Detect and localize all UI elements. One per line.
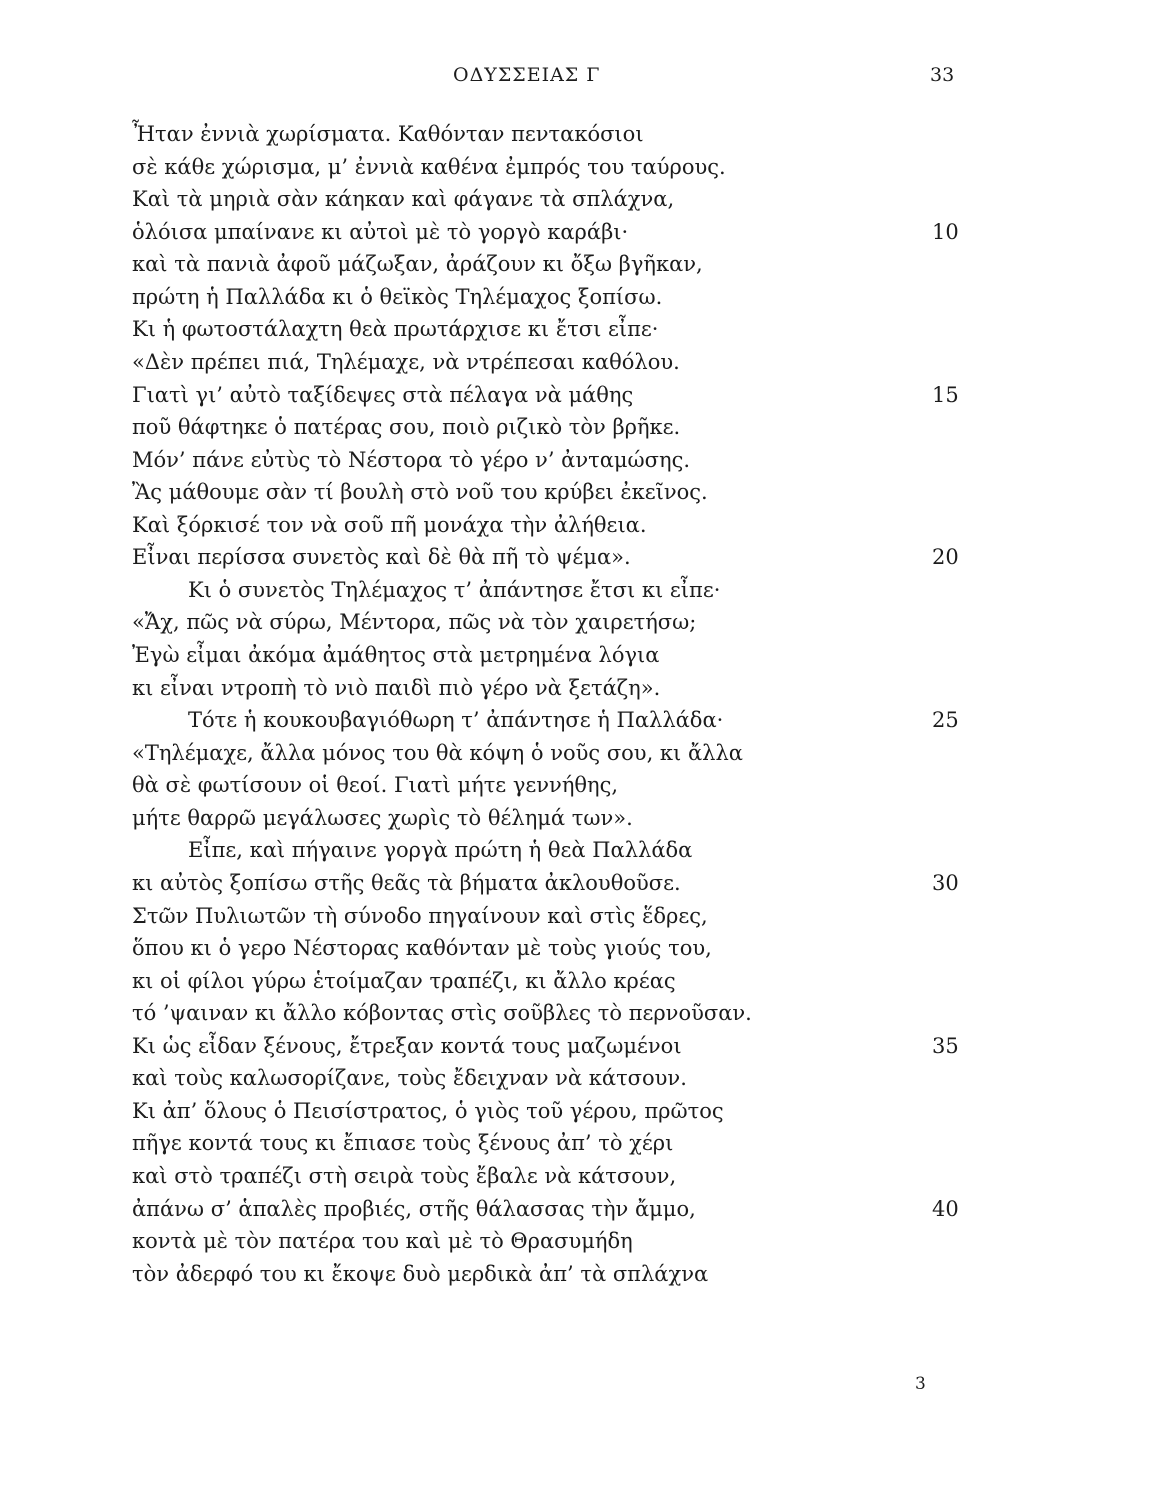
verse-line — [0, 313, 1169, 346]
verse-line — [0, 379, 1169, 412]
verse-line — [0, 216, 1169, 249]
verse-text: Καὶ ξόρκισέ τον νὰ σοῦ πῆ μονάχα τὴν ἀλήθεια. — [132, 512, 647, 537]
verse-line — [0, 834, 1169, 867]
verse-line — [0, 574, 1169, 607]
verse-text: Στῶν Πυλιωτῶν τὴ σύνοδο πηγαίνουν καὶ στὶς ἕδρες, — [132, 903, 708, 928]
verse-line — [0, 704, 1169, 737]
verse-line — [0, 932, 1169, 965]
verse-line — [0, 997, 1169, 1030]
verse-text: Γιατὶ γι’ αὐτὸ ταξίδεψες στὰ πέλαγα νὰ μάθης — [132, 382, 634, 407]
verse-text: Καὶ τὰ μηριὰ σὰν κάηκαν καὶ φάγανε τὰ σπλάχνα, — [132, 187, 675, 212]
verse-line — [0, 639, 1169, 672]
verse-line — [0, 248, 1169, 281]
verse-text: κι εἶναι ντροπὴ τὸ νιὸ παιδὶ πιὸ γέρο νὰ ξετάζη». — [132, 675, 661, 700]
verse-text: Κι ἀπ’ ὅλους ὁ Πεισίστρατος, ὁ γιὸς τοῦ γέρου, πρῶτος — [132, 1098, 724, 1123]
verse-line — [0, 118, 1169, 151]
verse-line — [0, 737, 1169, 770]
verse-text: κοντὰ μὲ τὸν πατέρα του καὶ μὲ τὸ Θρασυμήδη — [132, 1229, 633, 1254]
verse-line — [0, 1258, 1169, 1291]
verse-text: θὰ σὲ φωτίσουν οἱ θεοί. Γιατὶ μήτε γεννήθης, — [132, 773, 619, 798]
verse-text: Κι ἡ φωτοστάλαχτη θεὰ πρωτάρχισε κι ἔτσι εἶπε· — [132, 317, 659, 342]
verse-line — [0, 1127, 1169, 1160]
page-number: 33 — [930, 64, 955, 86]
verse-text: μήτε θαρρῶ μεγάλωσες χωρὶς τὸ θέλημά των». — [132, 805, 633, 830]
verse-text: ὅπου κι ὁ γερο Νέστορας καθόνταν μὲ τοὺς γιούς του, — [132, 936, 712, 961]
verse-line — [0, 672, 1169, 705]
verse-line — [0, 606, 1169, 639]
verse-text: Μόν’ πάνε εὐτὺς τὸ Νέστορα τὸ γέρο ν’ ἀνταμώσης. — [132, 447, 691, 472]
verse-text: ποῦ θάφτηκε ὁ πατέρας σου, ποιὸ ριζικὸ τὸν βρῆκε. — [132, 415, 681, 440]
verse-line — [0, 1225, 1169, 1258]
verse-text: τὸν ἀδερφό του κι ἔκοψε δυὸ μερδικὰ ἀπ’ τὰ σπλάχνα — [132, 1261, 709, 1286]
verse-line — [0, 1062, 1169, 1095]
verse-text: ὁλόισα μπαίνανε κι αὐτοὶ μὲ τὸ γοργὸ καράβι· — [132, 219, 629, 244]
verse-text: πρώτη ἡ Παλλάδα κι ὁ θεϊκὸς Τηλέμαχος ξοπίσω. — [132, 284, 663, 309]
verse-line — [0, 867, 1169, 900]
verse-text: Εἶπε, καὶ πήγαινε γοργὰ πρώτη ἡ θεὰ Παλλάδα — [188, 838, 693, 863]
line-number: 30 — [932, 870, 959, 895]
verse-line — [0, 183, 1169, 216]
verse-text: Ἐγὼ εἶμαι ἀκόμα ἀμάθητος στὰ μετρημένα λόγια — [132, 643, 660, 667]
line-number: 15 — [932, 382, 959, 407]
verse-text: Κι ὁ συνετὸς Τηλέμαχος τ’ ἀπάντησε ἔτσι κι εἶπε· — [188, 577, 721, 602]
line-number: 40 — [932, 1196, 959, 1221]
verse-line — [0, 769, 1169, 802]
verse-line — [0, 346, 1169, 379]
verse-line — [0, 411, 1169, 444]
running-title: ΟΔΥΣΣΕΙΑΣ Γ — [453, 64, 601, 86]
line-number: 20 — [932, 545, 959, 570]
verse-line — [0, 1095, 1169, 1128]
verse-text: κι οἱ φίλοι γύρω ἑτοίμαζαν τραπέζι, κι ἄλλο κρέας — [132, 968, 676, 993]
verse-line — [0, 1160, 1169, 1193]
verse-line — [0, 151, 1169, 184]
verse-line — [0, 965, 1169, 998]
verse-text: «Ἄχ, πῶς νὰ σύρω, Μέντορα, πῶς νὰ τὸν χαιρετήσω; — [132, 610, 697, 635]
verse-line — [0, 509, 1169, 542]
line-number: 10 — [932, 219, 959, 244]
verse-line — [0, 1030, 1169, 1063]
verse-text: κι αὐτὸς ξοπίσω στῆς θεᾶς τὰ βήματα ἀκλουθοῦσε. — [132, 870, 681, 895]
verse-text: καὶ τὰ πανιὰ ἀφοῦ μάζωξαν, ἀράζουν κι ὄξω βγῆκαν, — [132, 252, 703, 277]
verse-text: Τότε ἡ κουκουβαγιόθωρη τ’ ἀπάντησε ἡ Παλλάδα· — [188, 708, 724, 733]
verse-text: καὶ τοὺς καλωσορίζανε, τοὺς ἔδειχναν νὰ κάτσουν. — [132, 1066, 687, 1091]
line-number: 35 — [932, 1033, 959, 1058]
verse-text: Κι ὡς εἶδαν ξένους, ἔτρεξαν κοντά τους μαζωμένοι — [132, 1033, 682, 1058]
running-head — [0, 64, 1169, 88]
verse-line — [0, 281, 1169, 314]
verse-line — [0, 444, 1169, 477]
verse-text: Ἂς μάθουμε σὰν τί βουλὴ στὸ νοῦ του κρύβει ἐκεῖνος. — [132, 480, 708, 505]
verse-text: Εἶναι περίσσα συνετὸς καὶ δὲ θὰ πῆ τὸ ψέμα». — [132, 545, 631, 570]
verse-text: «Δὲν πρέπει πιά, Τηλέμαχε, νὰ ντρέπεσαι καθόλου. — [132, 349, 680, 374]
verse-text: πῆγε κοντά τους κι ἔπιασε τοὺς ξένους ἀπ’ τὸ χέρι — [132, 1131, 674, 1156]
verse-line — [0, 802, 1169, 835]
verse-text: καὶ στὸ τραπέζι στὴ σειρὰ τοὺς ἔβαλε νὰ κάτσουν, — [132, 1164, 677, 1188]
verse-text: ἀπάνω σ’ ἁπαλὲς προβιές, στῆς θάλασσας τὴν ἄμμο, — [132, 1196, 696, 1221]
verse-text: σὲ κάθε χώρισμα, μ’ ἐννιὰ καθένα ἐμπρός του ταύρους. — [132, 154, 726, 179]
verse-line — [0, 900, 1169, 933]
verse-block — [0, 118, 1169, 1290]
line-number: 25 — [932, 708, 959, 733]
verse-text: τό ’ψαιναν κι ἄλλο κόβοντας στὶς σοῦβλες τὸ περνοῦσαν. — [132, 1001, 752, 1026]
verse-line — [0, 541, 1169, 574]
verse-text: Ἦταν ἐννιὰ χωρίσματα. Καθόνταν πεντακόσιοι — [132, 122, 644, 146]
verse-text: «Τηλέμαχε, ἄλλα μόνος του θὰ κόψη ὁ νοῦς σου, κι ἄλλα — [132, 740, 743, 765]
verse-line — [0, 476, 1169, 509]
verse-line — [0, 1193, 1169, 1226]
signature-mark: 3 — [915, 1374, 926, 1394]
